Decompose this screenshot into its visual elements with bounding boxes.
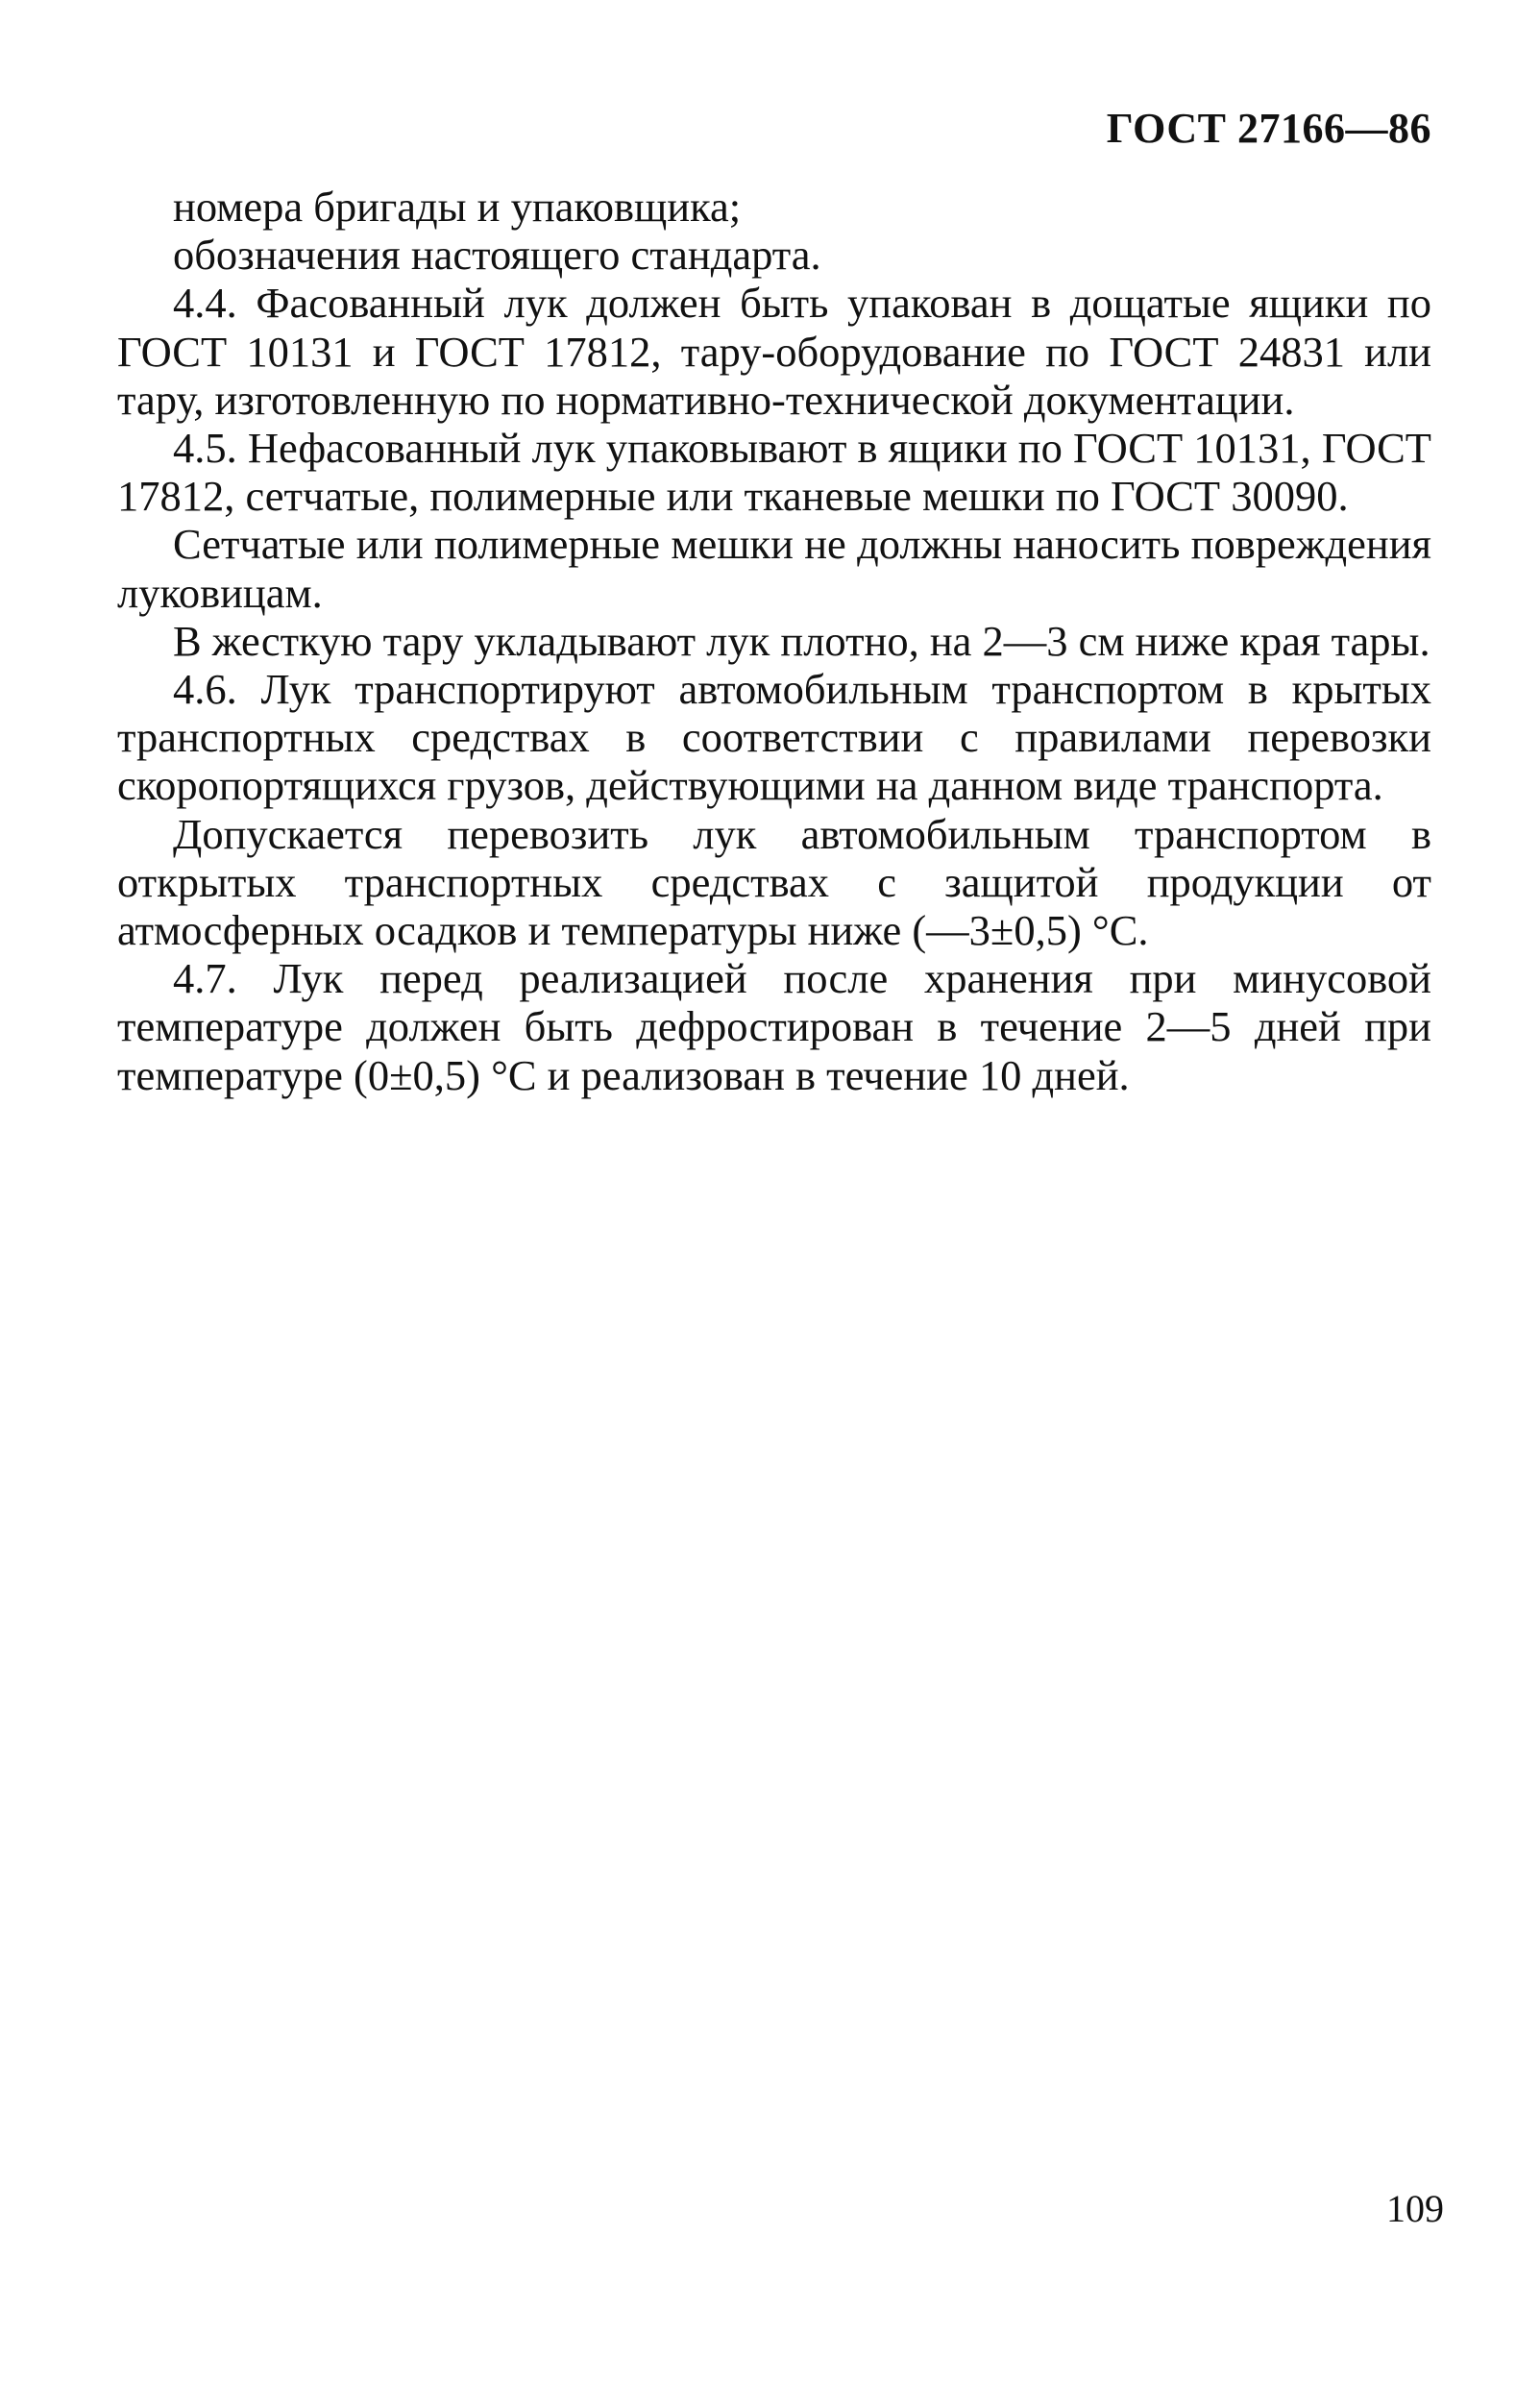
paragraph-4-5: 4.5. Нефасованный лук упаковывают в ящики по ГОСТ 10131, ГОСТ 17812, сетчатые, полимерные или тканевые мешки по ГОСТ 30090.: [117, 424, 1431, 521]
paragraph-brigade-packer: номера бригады и упаковщика;: [173, 183, 742, 231]
paragraph-standard-designation: обозначения настоящего стандарта.: [173, 231, 821, 280]
standard-header: ГОСТ 27166—86: [1106, 105, 1431, 152]
paragraph-bags-damage: Сетчатые или полимерные мешки не должны наносить повреждения луковицам.: [117, 520, 1431, 617]
paragraph-4-4: 4.4. Фасованный лук должен быть упакован в дощатые ящики по ГОСТ 10131 и ГОСТ 17812, тару-оборудование по ГОСТ 24831 или тару, изготовленную по нормативно-технической документации.: [117, 279, 1431, 424]
page-number: 109: [1386, 2187, 1444, 2230]
paragraph-rigid-container: В жесткую тару укладывают лук плотно, на 2—3 см ниже края тары.: [173, 616, 1430, 665]
paragraph-open-transport: Допускается перевозить лук автомобильным транспортом в открытых транспортных средствах с защитой продукции от атмосферных осадков и температуры ниже (—3±0,5) °С.: [117, 809, 1431, 955]
paragraph-4-6: 4.6. Лук транспортируют автомобильным транспортом в крытых транспортных средствах в соответствии с правилами перевозки скоропортящихся грузов, действующими на данном виде транспорта.: [117, 665, 1431, 810]
document-body: [117, 183, 1431, 1099]
paragraph-4-7: 4.7. Лук перед реализацией после хранения при минусовой температуре должен быть дефростирован в течение 2—5 дней при температуре (0±0,5) °С и реализован в течение 10 дней.: [117, 954, 1431, 1099]
